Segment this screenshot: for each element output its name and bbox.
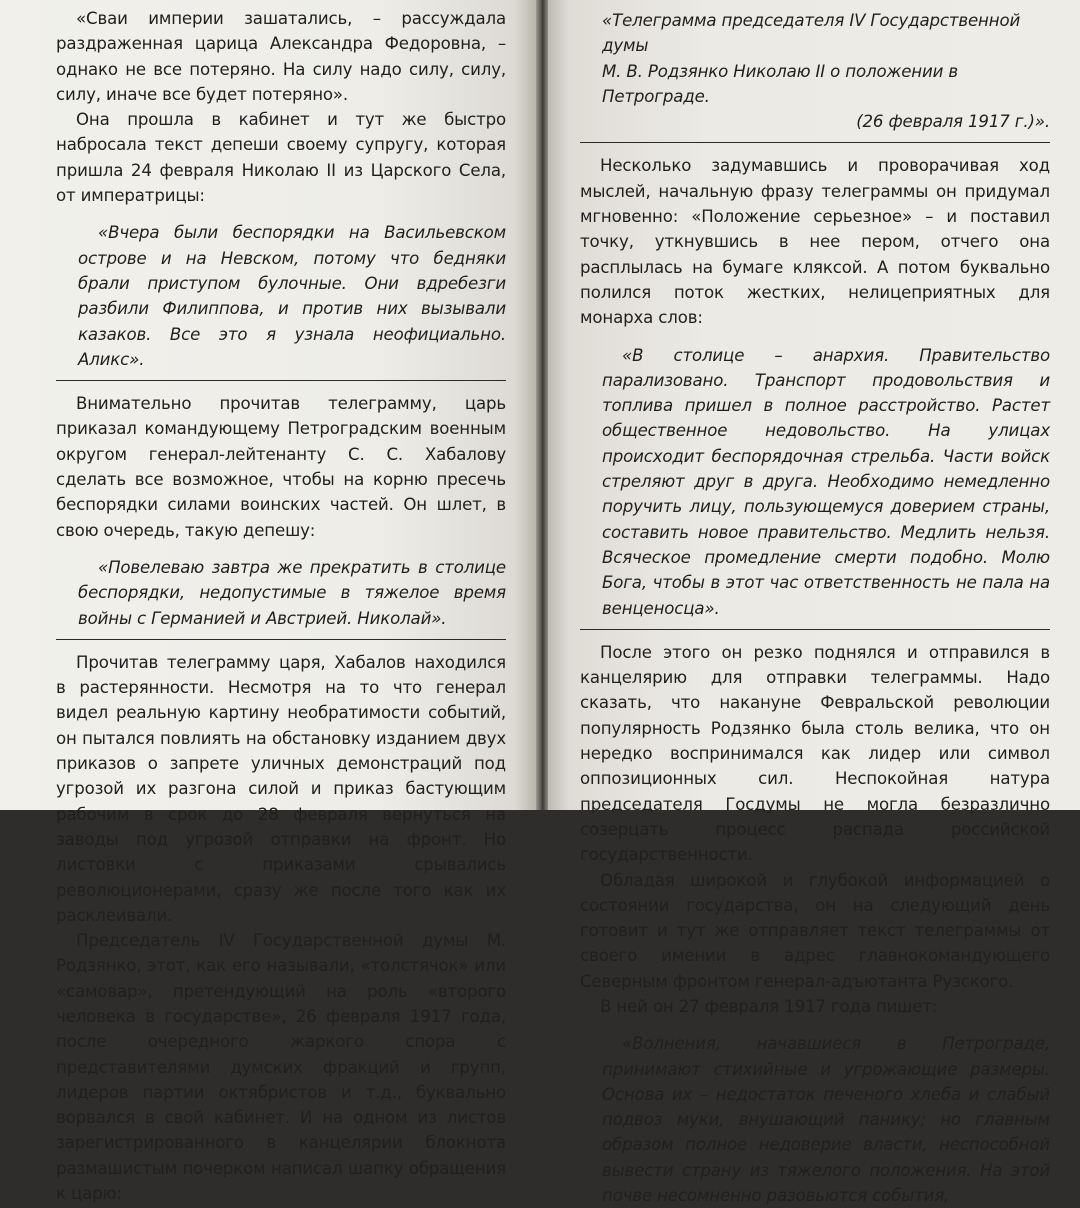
paragraph: «Сваи империи зашатались, – рассуждала раздраженная царица Александра Федоровна, – однако не все потеряно. На силу надо силу, силу, силу, иначе все будет потеряно». [56,9,506,104]
paragraph: Она прошла в кабинет и тут же быстро набросала текст депеши своему супругу, которая пришла 24 февраля Николаю II из Царского Села, от императрицы: [56,110,506,206]
paragraph: Внимательно прочитав телеграмму, царь приказал командующему Петроградским военным округом генерал-лейтенанту С. С. Хабалову сделать все возможное, чтобы на корню пресечь беспорядки силами воинских частей. Он шлет, в свою очередь, такую депешу: [56,394,506,540]
book-gutter [536,0,548,810]
left-page [0,0,536,1204]
right-page [548,0,1080,1206]
paragraph: В ней он 27 февраля 1917 года пишет: [600,996,938,1016]
telegram-heading [580,8,1050,134]
heading-line: «Телеграмма председателя IV Государственной думы [602,11,1021,56]
paragraph: После этого он резко поднялся и отправился в канцелярию для отправки телеграммы. Надо сказать, что накануне Февральской революции популярность Родзянко была столь велика, что он нередко воспринимался как лидер или символ оппозиционных сил. Неспокойная натура председателя Госдумы не могла безразлично созерцать процесс распада российской государственности. [580,642,1050,865]
telegram-quote [580,1031,1050,1208]
divider [580,142,1050,143]
paragraph: Обладая широкой и глубокой информацией о состоянии государства, он на следующий день готовит и тут же отправляет текст телеграммы от своего имении в адрес главнокомандующего Северным фронтом генерал-адъютанта Рузского. [580,870,1050,991]
spacer [56,543,506,555]
quote-text: «В столице – анархия. Правительство парализовано. Транспорт продовольствия и топлива пришел в полное расстройство. Растет общественное недовольство. На улицах происходит беспорядочная стрельба. Части войск стреляют друг в друга. Необходимо немедленно поручить лицу, пользующемуся доверием страны, составить новое правительство. Медлить нельзя. Всяческое промедление смерти подобно. Молю Бога, чтобы в этот час ответственность не пала на венценосца». [602,345,1050,618]
divider [580,629,1050,630]
spacer [580,1019,1050,1031]
telegram-quote [56,220,506,372]
paragraph: Председатель IV Государственной думы М. Родзянко, этот, как его называли, «толстячок» или «самовар», претендующий на роль «второго человека в государстве», 26 февраля 1917 года, после очередного жаркого спора с представителями думских фракций и групп, лидеров партии октябристов и т.д., буквально ворвался в свой кабинет. И на одном из листов зарегистрированного в канцелярии блокнота размашистым почерком написал шапку обращения к царю: [56,931,506,1204]
heading-date: (26 февраля 1917 г.)». [856,112,1050,132]
divider [56,380,506,381]
quote-text: «Вчера были беспорядки на Васильевском острове и на Невском, потому что бедняки брали приступом булочные. Они вдребезги разбили Филиппова, и против них вызывали казаков. Все это я узнала неофициально. Аликс». [78,223,506,369]
heading-line: М. В. Родзянко Николаю II о положении в Петрограде. [602,61,959,106]
telegram-quote [56,555,506,631]
telegram-quote [580,343,1050,621]
quote-text: «Волнения, начавшиеся в Петрограде, принимают стихийные и угрожающие размеры. Основа их – недостаток печеного хлеба и слабый подвоз муки, внушающий панику; но главным образом полное недоверие власти, неспособной вывести страну из тяжелого положения. На этой почве несомненно разовьются события, [602,1034,1050,1206]
quote-text: «Повелеваю завтра же прекратить в столице беспорядки, недопустимые в тяжелое время войны с Германией и Австрией. Николай». [78,557,506,628]
spacer [580,331,1050,343]
divider [56,639,506,640]
spacer [56,208,506,220]
paragraph: Несколько задумавшись и проворачивая ход мыслей, начальную фразу телеграммы он придумал мгновенно: «Положение серьезное» – и поставил точку, уткнувшись в нее пером, отчего она расплылась на бумаге кляксой. А потом буквально полился поток жестких, нелицеприятных для монарха слов: [580,156,1050,328]
paragraph: Прочитав телеграмму царя, Хабалов находился в растерянности. Несмотря на то что генерал видел реальную картину необратимости событий, он пытался повлиять на обстановку изданием двух приказов о запрете уличных демонстраций под угрозой их разгона силой и приказ бастующим рабочим в срок до 28 февраля вернуться на заводы под угрозой отправки на фронт. Но листовки с приказами срывались революционерами, сразу же после того как их расклеивали. [56,652,506,925]
